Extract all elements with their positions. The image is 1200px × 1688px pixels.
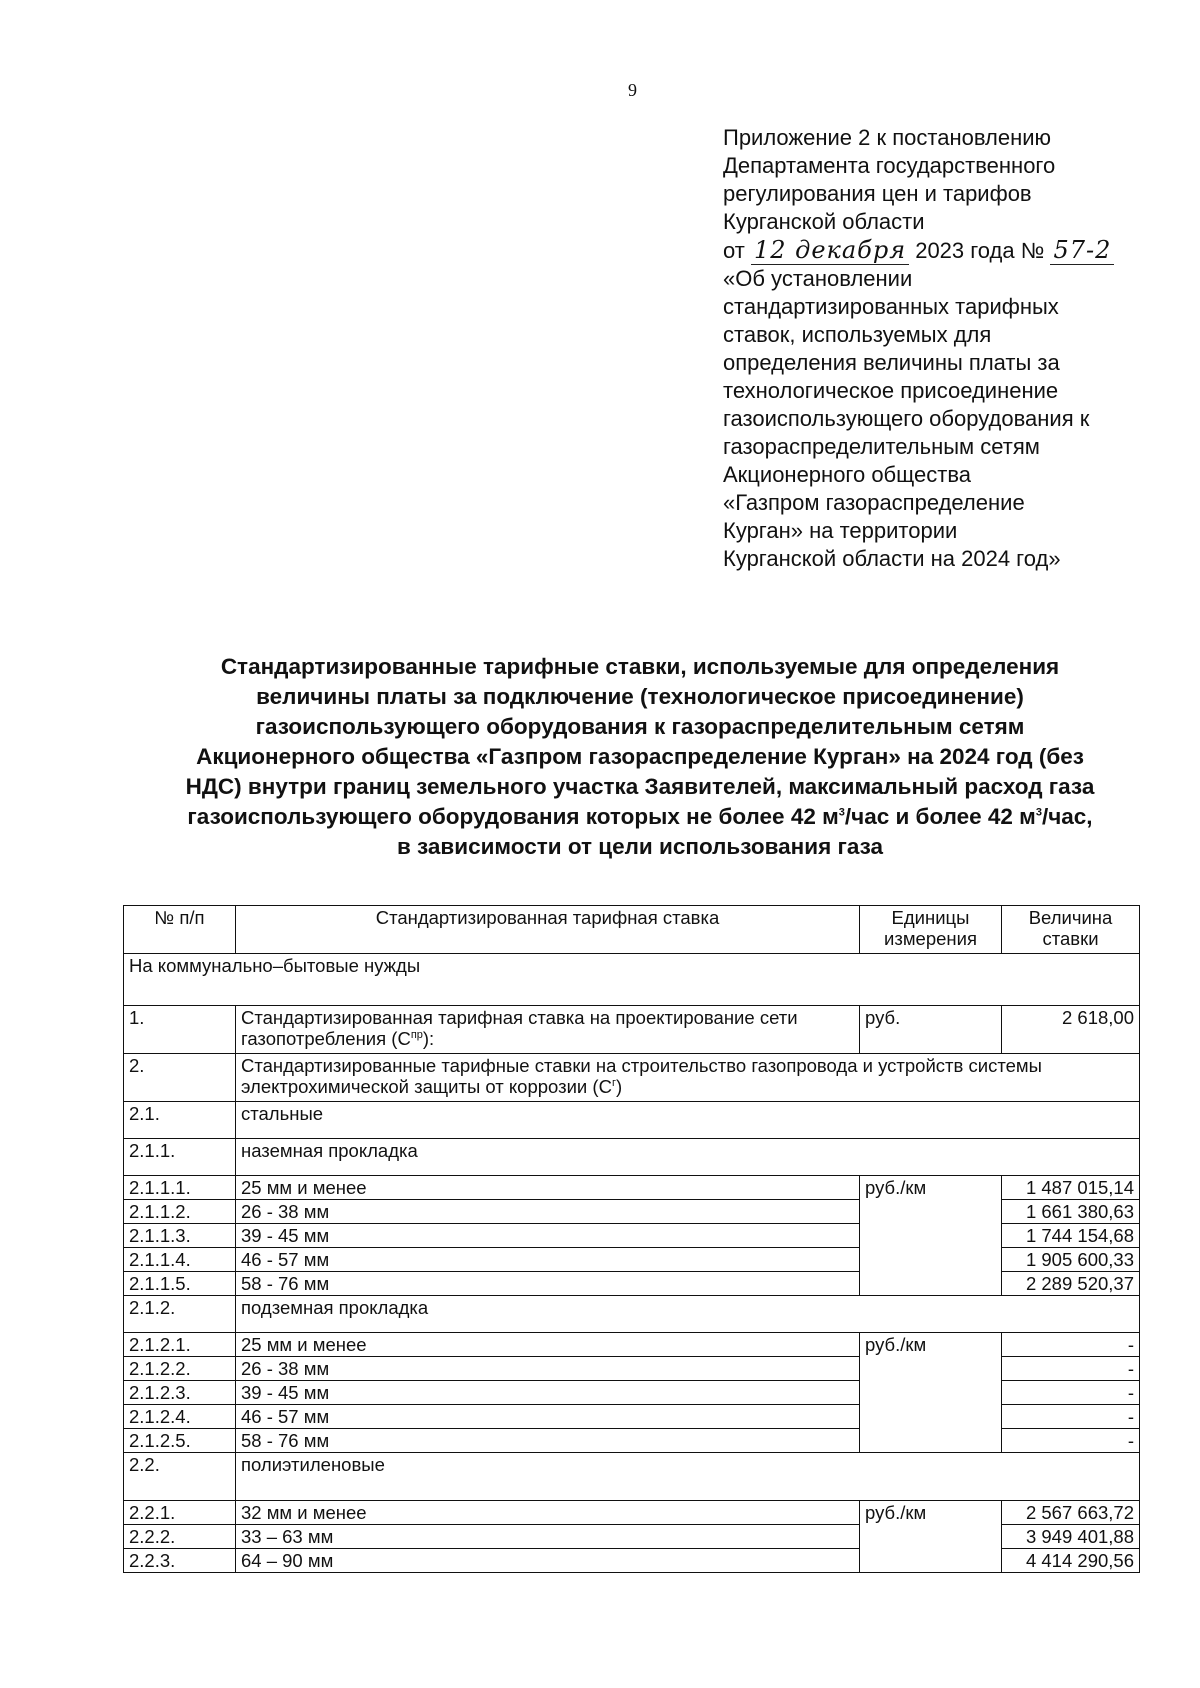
cell-name: 39 - 45 мм [236,1381,860,1405]
table-row [124,1248,1140,1272]
year-text: 2023 года № [915,238,1045,263]
header-name: Стандартизированная тарифная ставка [236,906,860,954]
cell-name: 64 – 90 мм [236,1549,860,1573]
table-row [124,1102,1140,1139]
cell-name: 58 - 76 мм [236,1272,860,1296]
cell-value: 1 487 015,14 [1002,1176,1140,1200]
cell-unit-empty [860,1549,1002,1573]
cell-value: 1 661 380,63 [1002,1200,1140,1224]
appendix-line: «Газпром газораспределение [723,490,1025,515]
cell-name: 26 - 38 мм [236,1357,860,1381]
table-row [124,1272,1140,1296]
cell-name: полиэтиленовые [236,1453,1140,1501]
cell-value: - [1002,1429,1140,1453]
cell-name: 46 - 57 мм [236,1405,860,1429]
appendix-line: Акционерного общества [723,462,971,487]
cell-name: 25 мм и менее [236,1333,860,1357]
cell-num: 2.1.2.3. [124,1381,236,1405]
title-line: Стандартизированные тарифные ставки, используемые для определения [220,654,1060,679]
table-row [124,1200,1140,1224]
table-row [124,1501,1140,1525]
cell-num: 2.2.3. [124,1549,236,1573]
cell-num: 2.2. [124,1453,236,1501]
appendix-line: Курганской области [723,209,925,234]
cell-unit-empty [860,1224,1002,1248]
table-row [124,1357,1140,1381]
header-num: № п/п [124,906,236,954]
cell-unit-empty [860,1429,1002,1453]
appendix-line: технологическое присоединение [723,378,1059,403]
table-row [124,1429,1140,1453]
cell-unit: руб./км [860,1501,1002,1525]
cell-num: 2.1.2.1. [124,1333,236,1357]
cell-num: 2.1.2. [124,1296,236,1333]
section-label: На коммунально–бытовые нужды [124,954,1140,1006]
cell-unit: руб./км [860,1176,1002,1200]
cell-num: 2.2.1. [124,1501,236,1525]
cell-num: 2.1.1.1. [124,1176,236,1200]
table-section-row [124,954,1140,1006]
cell-num: 1. [124,1006,236,1054]
cell-num: 2.1.1.2. [124,1200,236,1224]
appendix-line: Курганской области на 2024 год» [723,546,1061,571]
cell-value: - [1002,1405,1140,1429]
cell-unit-empty [860,1381,1002,1405]
cell-num: 2.1.1.4. [124,1248,236,1272]
title-text: газоиспользующего оборудования которых не более 42 м [187,804,839,829]
title-line [120,802,1160,832]
cell-unit-empty [860,1357,1002,1381]
cell-num: 2.2.2. [124,1525,236,1549]
appendix-line: газораспределительным сетям [723,434,1040,459]
cell-text: Стандартизированные тарифные ставки на строительство газопровода и устройств системы электрохимической защиты от коррозии (С [241,1055,1042,1097]
cell-num: 2.1.2.5. [124,1429,236,1453]
cell-unit-empty [860,1525,1002,1549]
appendix-date-line [723,236,1163,265]
cell-name: 58 - 76 мм [236,1429,860,1453]
cell-name: подземная прокладка [236,1296,1140,1333]
cell-unit-empty [860,1405,1002,1429]
title-text: /час и более 42 м [844,804,1036,829]
cell-unit-empty [860,1272,1002,1296]
cell-name [236,1006,860,1054]
cell-text: ) [615,1076,623,1097]
cell-value: 2 567 663,72 [1002,1501,1140,1525]
table-row [124,1139,1140,1176]
cell-name: 33 – 63 мм [236,1525,860,1549]
cell-num: 2.1.1.3. [124,1224,236,1248]
cell-text: Стандартизированная тарифная ставка на проектирование сети газопотребления (С [241,1007,798,1049]
table-row [124,1176,1140,1200]
cell-name: 26 - 38 мм [236,1200,860,1224]
cell-num: 2.1.1.5. [124,1272,236,1296]
header-value: Величина ставки [1002,906,1140,954]
superscript: пр [410,1028,423,1041]
appendix-line: ставок, используемых для [723,322,992,347]
appendix-line: регулирования цен и тарифов [723,181,1032,206]
cell-num: 2. [124,1054,236,1102]
handwritten-date: 12 декабря [751,236,909,265]
cell-value: 1 744 154,68 [1002,1224,1140,1248]
title-line: величины платы за подключение (технологическое присоединение) [256,684,1024,709]
handwritten-number: 57-2 [1050,236,1114,265]
cell-unit-empty [860,1200,1002,1224]
cell-unit: руб. [860,1006,1002,1054]
table-header-row [124,906,1140,954]
date-prefix: от [723,238,745,263]
cell-num: 2.1.2.4. [124,1405,236,1429]
title-line: Акционерного общества «Газпром газораспределение Курган» на 2024 год (без [196,744,1084,769]
appendix-line: Департамента государственного [723,153,1056,178]
cell-value: - [1002,1357,1140,1381]
superscript: г [611,1076,616,1089]
appendix-header [723,124,1163,573]
appendix-line: Приложение 2 к постановлению [723,125,1052,150]
superscript: 3 [1035,806,1042,819]
cell-num: 2.1.2.2. [124,1357,236,1381]
table-row [124,1405,1140,1429]
table-row [124,1525,1140,1549]
table-row [124,1549,1140,1573]
title-line: НДС) внутри границ земельного участка Заявителей, максимальный расход газа [185,774,1095,799]
cell-text: ): [422,1028,435,1049]
appendix-line: «Об установлении [723,266,913,291]
appendix-line: определения величины платы за [723,350,1060,375]
title-text: /час, [1041,804,1093,829]
cell-name: стальные [236,1102,1140,1139]
table-row [124,1006,1140,1054]
cell-value: - [1002,1381,1140,1405]
table-row [124,1381,1140,1405]
appendix-line: стандартизированных тарифных [723,294,1059,319]
page-number: 9 [628,80,637,100]
cell-name: 32 мм и менее [236,1501,860,1525]
cell-name: 46 - 57 мм [236,1248,860,1272]
title-line: в зависимости от цели использования газа [396,834,884,859]
cell-num: 2.1.1. [124,1139,236,1176]
cell-value: 4 414 290,56 [1002,1549,1140,1573]
cell-value: 2 289 520,37 [1002,1272,1140,1296]
appendix-line: газоиспользующего оборудования к [723,406,1090,431]
cell-value: 1 905 600,33 [1002,1248,1140,1272]
appendix-line: Курган» на территории [723,518,958,543]
cell-name: наземная прокладка [236,1139,1140,1176]
cell-unit-empty [860,1248,1002,1272]
table-row [124,1224,1140,1248]
cell-unit: руб./км [860,1333,1002,1357]
cell-name: 39 - 45 мм [236,1224,860,1248]
cell-num: 2.1. [124,1102,236,1139]
cell-value: 3 949 401,88 [1002,1525,1140,1549]
title-line: газоиспользующего оборудования к газораспределительным сетям [255,714,1025,739]
document-title [120,652,1160,862]
superscript: 3 [838,806,845,819]
header-unit: Единицы измерения [860,906,1002,954]
table-row [124,1296,1140,1333]
table-row [124,1453,1140,1501]
table-row [124,1054,1140,1102]
cell-value: - [1002,1333,1140,1357]
tariff-table [123,905,1140,1573]
cell-name: 25 мм и менее [236,1176,860,1200]
table-row [124,1333,1140,1357]
cell-value: 2 618,00 [1002,1006,1140,1054]
cell-name [236,1054,1140,1102]
